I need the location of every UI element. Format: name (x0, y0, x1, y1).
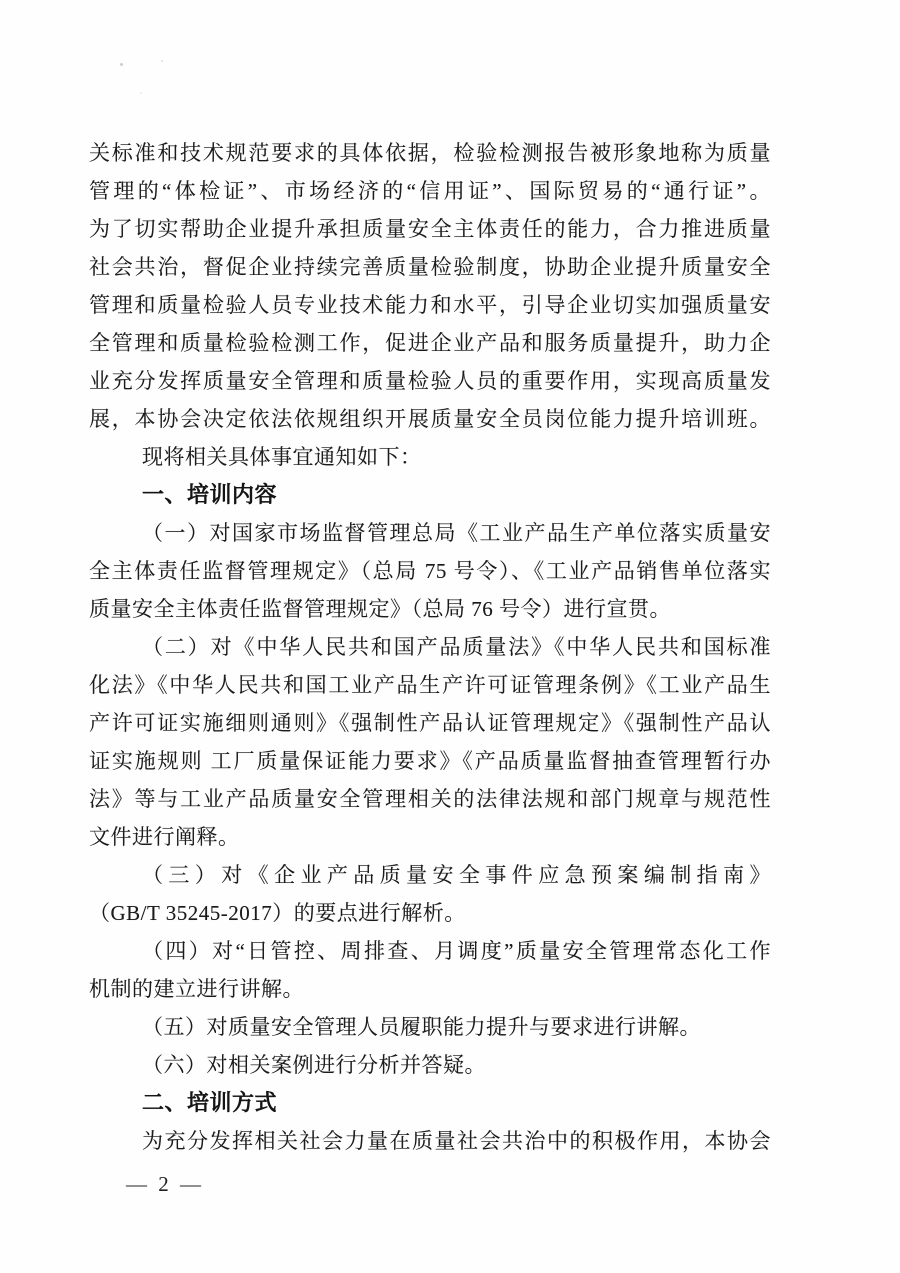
section-heading-training-method: 二、培训方式 (142, 1090, 278, 1115)
body-line: 社会共治，督促企业持续完善质量检验制度，协助企业提升质量安全 (89, 255, 771, 279)
body-line: 全主体责任监督管理规定》（总局 75 号令）、《工业产品销售单位落实 (89, 559, 771, 583)
body-line: 管理的“体检证”、市场经济的“信用证”、国际贸易的“通行证”。 (89, 179, 771, 203)
scan-noise-speck (140, 92, 142, 94)
body-line-item-3: （三）对《企业产品质量安全事件应急预案编制指南》 (142, 863, 771, 887)
body-line: 现将相关具体事宜通知如下： (142, 445, 422, 469)
page-number: — 2 — (126, 1172, 204, 1196)
body-line-item-4: （四）对“日管控、周排查、月调度”质量安全管理常态化工作 (142, 939, 771, 963)
body-line: 为了切实帮助企业提升承担质量安全主体责任的能力，合力推进质量 (89, 217, 771, 241)
document-body (89, 134, 771, 1160)
body-line: 机制的建立进行讲解。 (89, 977, 304, 1001)
body-line-item-5: （五）对质量安全管理人员履职能力提升与要求进行讲解。 (142, 1015, 701, 1039)
body-line: （GB/T 35245-2017）的要点进行解析。 (89, 901, 466, 925)
body-line: 业充分发挥质量安全管理和质量检验人员的重要作用，实现高质量发 (89, 369, 771, 393)
body-line: 证实施规则 工厂质量保证能力要求》《产品质量监督抽查管理暂行办 (89, 749, 771, 773)
body-line: 质量安全主体责任监督管理规定》（总局 76 号令）进行宣贯。 (89, 597, 671, 621)
section-heading-training-content: 一、培训内容 (142, 482, 278, 507)
body-line-item-1: （一）对国家市场监督管理总局《工业产品生产单位落实质量安 (142, 521, 771, 545)
body-line: 文件进行阐释。 (89, 825, 240, 849)
body-line: 化法》《中华人民共和国工业产品生产许可证管理条例》《工业产品生 (89, 673, 771, 697)
body-line: 法》等与工业产品质量安全管理相关的法律法规和部门规章与规范性 (89, 787, 771, 811)
body-line-item-2: （二）对《中华人民共和国产品质量法》《中华人民共和国标准 (142, 635, 771, 659)
body-line: 为充分发挥相关社会力量在质量社会共治中的积极作用，本协会 (142, 1129, 771, 1153)
body-line: 产许可证实施细则通则》《强制性产品认证管理规定》《强制性产品认 (89, 711, 771, 735)
body-line-item-6: （六）对相关案例进行分析并答疑。 (142, 1053, 486, 1077)
body-line: 关标准和技术规范要求的具体依据，检验检测报告被形象地称为质量 (89, 141, 771, 165)
body-line: 展，本协会决定依法依规组织开展质量安全员岗位能力提升培训班。 (89, 407, 771, 431)
scan-noise-speck (120, 63, 123, 66)
scan-noise-speck (161, 60, 163, 62)
body-line: 全管理和质量检验检测工作，促进企业产品和服务质量提升，助力企 (89, 331, 771, 355)
body-line: 管理和质量检验人员专业技术能力和水平，引导企业切实加强质量安 (89, 293, 771, 317)
